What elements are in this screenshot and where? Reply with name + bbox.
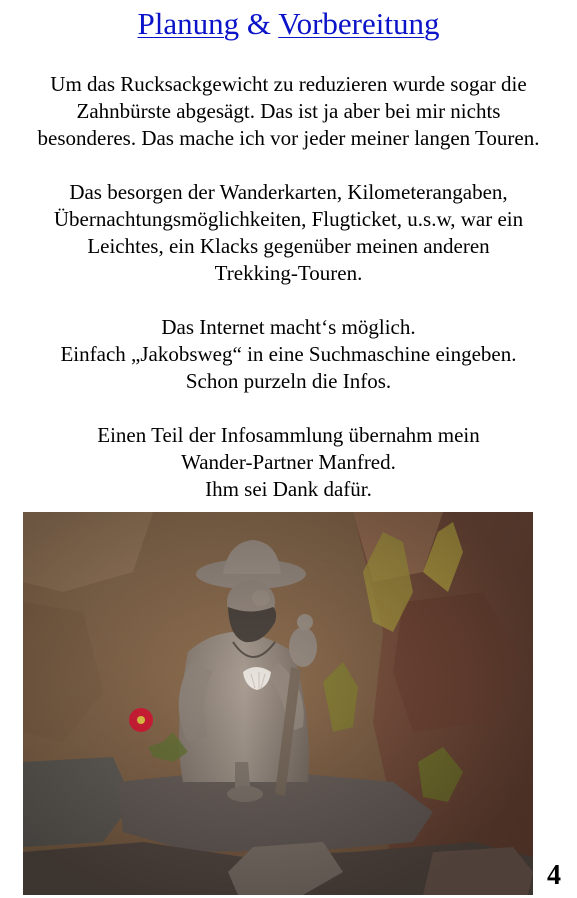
- title-link-planung[interactable]: Planung: [137, 6, 240, 41]
- body-text: [0, 71, 577, 530]
- title-ampersand: &: [246, 6, 271, 41]
- text-line: Wander-Partner Manfred.: [181, 450, 396, 474]
- photo-vignette: [23, 512, 533, 895]
- text-line: Um das Rucksackgewicht zu reduzieren wurde sogar die: [50, 72, 527, 96]
- text-line: Trekking-Touren.: [214, 261, 363, 285]
- photo-illustration: [23, 512, 533, 895]
- text-line: Leichtes, ein Klacks gegenüber meinen anderen: [87, 234, 490, 258]
- paragraph-thanks: [0, 422, 577, 503]
- text-line: Einfach „Jakobsweg“ in eine Suchmaschine eingeben.: [60, 342, 517, 366]
- text-line: Einen Teil der Infosammlung übernahm mein: [97, 423, 480, 447]
- paragraph-weight: [0, 71, 577, 152]
- paragraph-internet: [0, 314, 577, 395]
- text-line: Schon purzeln die Infos.: [185, 369, 392, 393]
- title-link-vorbereitung[interactable]: Vorbereitung: [278, 6, 440, 41]
- page-number: 4: [547, 860, 561, 891]
- text-line: Das Internet macht‘s möglich.: [161, 315, 416, 339]
- text-line: besonderes. Das mache ich vor jeder meiner langen Touren.: [37, 126, 540, 150]
- text-line: Das besorgen der Wanderkarten, Kilometerangaben,: [69, 180, 508, 204]
- page-title: [0, 4, 577, 44]
- paragraph-maps: [0, 179, 577, 287]
- text-line: Ihm sei Dank dafür.: [205, 477, 372, 501]
- pilgrim-figurine-photo: [23, 512, 533, 895]
- text-line: Zahnbürste abgesägt. Das ist ja aber bei mir nichts: [76, 99, 501, 123]
- text-line: Übernachtungsmöglichkeiten, Flugticket, u.s.w, war ein: [53, 207, 524, 231]
